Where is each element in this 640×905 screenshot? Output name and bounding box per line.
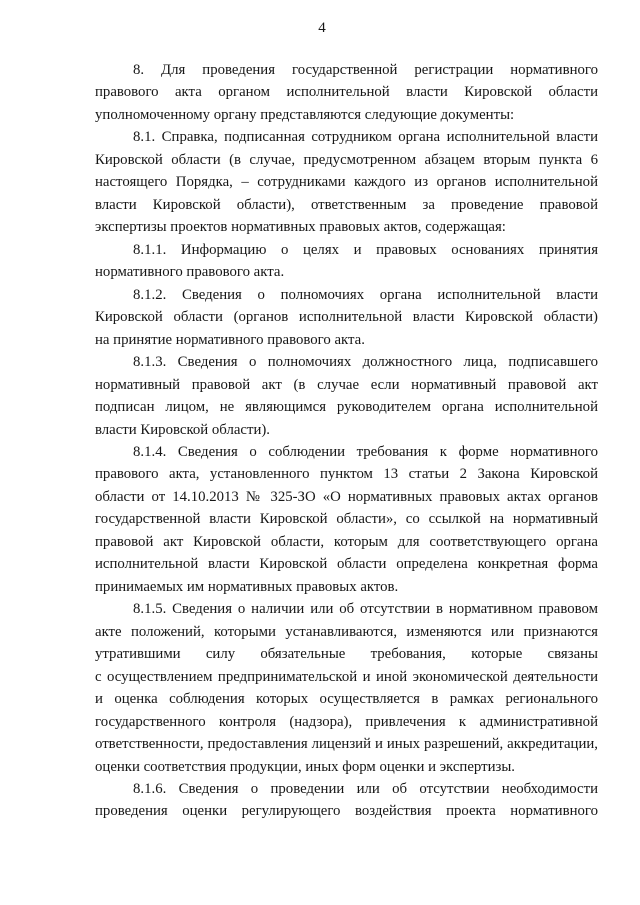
text-line: нормативный правовой акт (в случае если нормативный правовой акт <box>95 376 598 393</box>
text-line: 8.1.2. Сведения о полномочиях органа исполнительной власти <box>133 286 598 303</box>
text-line: власти Кировской области), ответственным за проведение правовой <box>95 196 598 213</box>
text-line: правовой акт Кировской области, которым для соответствующего органа <box>95 533 598 550</box>
paragraph-8 <box>95 59 598 126</box>
text-line: государственного контроля (надзора), привлечения к административной <box>95 713 598 730</box>
text-line: с осуществлением предпринимательской и иной экономической деятельности <box>95 668 598 685</box>
paragraph-8-1-3 <box>95 351 598 441</box>
text-line: 8.1.5. Сведения о наличии или об отсутствии в нормативном правовом <box>133 601 598 618</box>
text-line: настоящего Порядка, – сотрудниками каждого из органов исполнительной <box>95 174 598 191</box>
text-line: государственной власти Кировской области», со ссылкой на нормативный <box>95 511 598 528</box>
text-line: 8.1.6. Сведения о проведении или об отсутствии необходимости <box>133 781 598 797</box>
paragraph-8-1-5 <box>95 598 598 778</box>
text-line: проведения оценки регулирующего воздействия проекта нормативного <box>95 803 598 820</box>
text-line: подписан лицом, не являющимся руководителем органа исполнительной <box>95 399 598 416</box>
text-line: нормативного правового акта. <box>95 264 285 281</box>
text-line: утратившими силу обязательные требования, которые связаны <box>95 646 598 663</box>
text-line: Кировской области (органов исполнительной власти Кировской области) <box>95 309 598 326</box>
paragraph-8-1 <box>95 126 598 238</box>
text-line: экспертизы проектов нормативных правовых актов, содержащая: <box>95 219 506 236</box>
text-line: исполнительной власти Кировской области определена конкретная форма <box>95 556 598 573</box>
text-line: правового акта органом исполнительной власти Кировской области <box>95 84 598 101</box>
paragraph-8-1-4 <box>95 441 598 598</box>
text-line: 8.1. Справка, подписанная сотрудником органа исполнительной власти <box>133 129 598 146</box>
document-body <box>95 59 598 823</box>
paragraph-8-1-2 <box>95 284 598 351</box>
text-line: принимаемых им нормативных правовых актов. <box>95 578 399 595</box>
text-line: 8. Для проведения государственной регистрации нормативного <box>133 62 598 78</box>
page-number: 4 <box>318 20 326 36</box>
text-line: оценки соответствия продукции, иных форм оценки и экспертизы. <box>95 758 515 775</box>
paragraph-8-1-6 <box>95 778 598 823</box>
text-line: ответственности, предоставления лицензий и иных разрешений, аккредитации, <box>95 736 598 753</box>
text-line: области от 14.10.2013 № 325-ЗО «О нормативных правовых актах органов <box>95 488 598 505</box>
text-line: 8.1.4. Сведения о соблюдении требования к форме нормативного <box>133 443 598 460</box>
text-line: на принятие нормативного правового акта. <box>95 331 365 348</box>
text-line: и оценка соблюдения которых осуществляется в рамках регионального <box>95 691 598 708</box>
text-line: акте положений, которыми устанавливаются, изменяются или признаются <box>95 623 598 640</box>
paragraph-8-1-1 <box>95 239 598 284</box>
text-line: 8.1.3. Сведения о полномочиях должностного лица, подписавшего <box>133 354 598 371</box>
text-line: Кировской области (в случае, предусмотренном абзацем вторым пункта 6 <box>95 151 598 168</box>
text-line: 8.1.1. Информацию о целях и правовых основаниях принятия <box>133 241 598 258</box>
text-line: уполномоченному органу представляются следующие документы: <box>95 106 515 123</box>
text-line: правового акта, установленного пунктом 13 статьи 2 Закона Кировской <box>95 466 598 483</box>
text-line: власти Кировской области). <box>95 421 270 438</box>
